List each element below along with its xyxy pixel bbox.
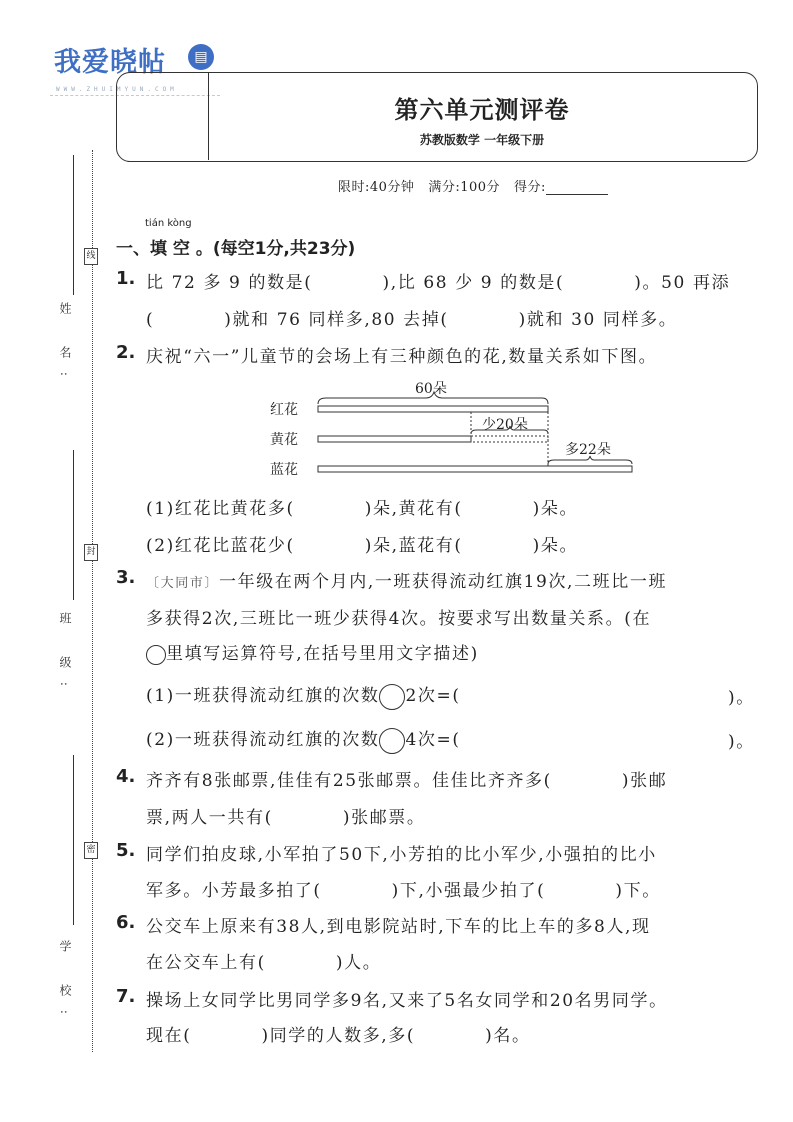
bar-blue	[318, 466, 632, 472]
label-yellow: 黄花	[270, 432, 298, 448]
q3-part2	[146, 725, 461, 754]
q1-line2: ( )就和 76 同样多,80 去掉( )就和 30 同样多。	[146, 310, 678, 330]
bar-yellow-gap	[471, 436, 548, 442]
q3-part1	[146, 681, 461, 710]
logo: 我爱晓帖	[54, 47, 166, 78]
label-red: 红花	[270, 402, 298, 418]
q3-line2: 多获得2次,三班比一班少获得4次。按要求写出数量关系。(在	[146, 609, 652, 629]
school-label: 学 校:	[58, 940, 72, 1028]
q3-number: 3.	[116, 567, 136, 588]
seal-mark-secret: 密	[84, 842, 98, 859]
q7-line2: 现在( )同学的人数多,多( )名。	[146, 1026, 531, 1046]
q3-part1-mid: 2次=(	[405, 686, 461, 706]
q2-line1: 庆祝“六一”儿童节的会场上有三种颜色的花,数量关系如下图。	[146, 347, 658, 367]
q3-part2-text: (2)一班获得流动红旗的次数	[146, 730, 380, 750]
q3-line3	[146, 639, 479, 665]
annot-more22: 多22朵	[565, 442, 611, 458]
q6-number: 6.	[116, 912, 136, 933]
page-title: 第六单元测评卷	[394, 96, 570, 124]
q3-line3-text: 里填写运算符号,在括号里用文字描述)	[166, 644, 479, 664]
q3-line1	[146, 567, 667, 592]
full-score: 满分:100分	[428, 180, 501, 195]
binding-line	[92, 150, 93, 1052]
exam-meta	[338, 176, 608, 195]
logo-url: WWW.ZHUIMYUN.COM	[56, 86, 178, 93]
q3-line1-text: 一年级在两个月内,一班获得流动红旗19次,二班比一班	[219, 572, 668, 592]
seal-mark-seal: 封	[84, 544, 98, 561]
q3-part2-mid: 4次=(	[405, 730, 461, 750]
q6-line2: 在公交车上有( )人。	[146, 953, 382, 973]
bar-yellow	[318, 436, 471, 442]
q4-number: 4.	[116, 766, 136, 787]
class-field[interactable]	[73, 450, 74, 600]
section-pinyin: tián kòng	[145, 218, 192, 229]
brace-more22	[548, 456, 632, 464]
circle-icon	[146, 645, 166, 665]
score-field[interactable]	[546, 182, 608, 195]
q7-number: 7.	[116, 986, 136, 1007]
q1-line1: 比 72 多 9 的数是( ),比 68 少 9 的数是( )。50 再添	[146, 273, 731, 293]
q2-part2: (2)红花比蓝花少( )朵,蓝花有( )朵。	[146, 536, 579, 556]
time-limit: 限时:40分钟	[338, 180, 415, 195]
q6-line1: 公交车上原来有38人,到电影院站时,下车的比上车的多8人,现	[146, 917, 651, 937]
q3-part1-end: )。	[728, 688, 755, 708]
section-title: 一、填 空 。(每空1分,共23分)	[116, 239, 356, 259]
q3-part2-operator-circle[interactable]	[379, 728, 405, 754]
bar-red	[318, 406, 548, 412]
name-label: 姓 名:	[58, 302, 72, 390]
q2-part1: (1)红花比黄花多( )朵,黄花有( )朵。	[146, 499, 579, 519]
q1-number: 1.	[116, 268, 136, 289]
q2-number: 2.	[116, 342, 136, 363]
annot-60: 60朵	[415, 381, 447, 397]
q5-line2: 军多。小芳最多拍了( )下,小强最少拍了( )下。	[146, 881, 661, 901]
q3-part1-text: (1)一班获得流动红旗的次数	[146, 686, 380, 706]
logo-badge-icon: ▤	[188, 44, 214, 70]
score-label: 得分:	[513, 180, 546, 195]
q3-part2-end: )。	[728, 732, 755, 752]
name-field[interactable]	[73, 155, 74, 295]
q3-source-tag: 〔大同市〕	[146, 576, 220, 591]
flower-diagram	[260, 372, 660, 482]
brace-total	[318, 392, 548, 404]
seal-mark-line: 线	[84, 248, 98, 265]
q7-line1: 操场上女同学比男同学多9名,又来了5名女同学和20名男同学。	[146, 991, 668, 1011]
school-field[interactable]	[73, 755, 74, 925]
q4-line2: 票,两人一共有( )张邮票。	[146, 808, 426, 828]
q5-number: 5.	[116, 840, 136, 861]
annot-less20: 少20朵	[482, 417, 528, 433]
q5-line1: 同学们拍皮球,小军拍了50下,小芳拍的比小军少,小强拍的比小	[146, 845, 657, 865]
q3-part1-operator-circle[interactable]	[379, 684, 405, 710]
label-blue: 蓝花	[270, 462, 298, 478]
q4-line1: 齐齐有8张邮票,佳佳有25张邮票。佳佳比齐齐多( )张邮	[146, 771, 668, 791]
page-subtitle: 苏教版数学 一年级下册	[419, 133, 545, 147]
class-label: 班 级:	[58, 612, 72, 700]
